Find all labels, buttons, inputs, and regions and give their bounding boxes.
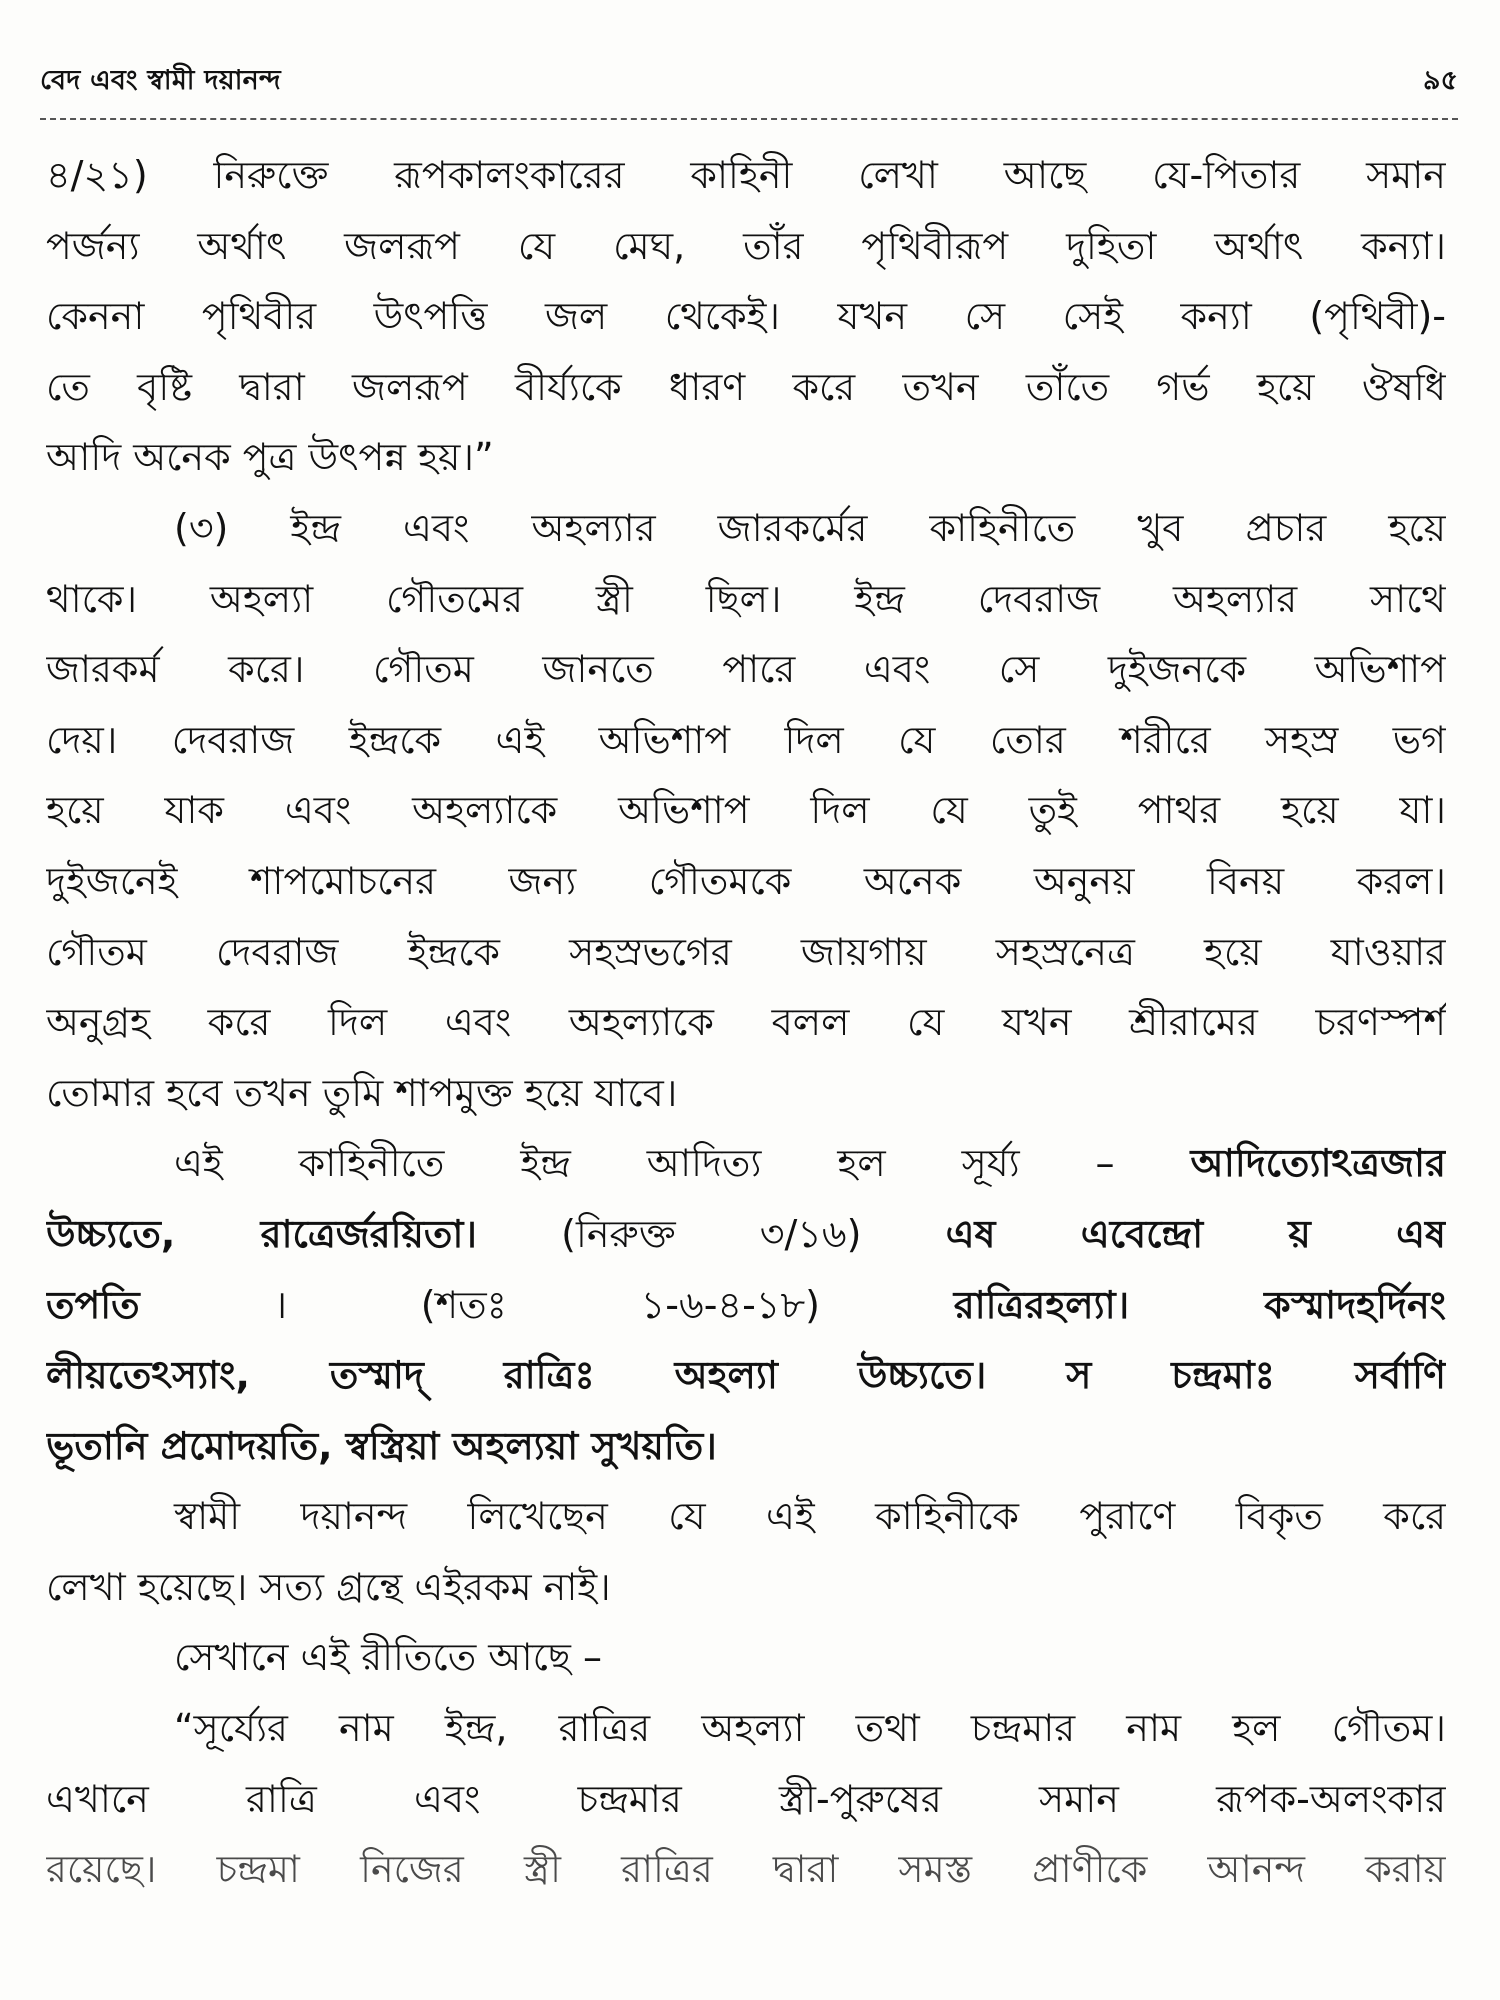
header-divider: [40, 118, 1458, 120]
text-line: হয়ে যাক এবং অহল্যাকে অভিশাপ দিল যে তুই পাথর হয়ে যা।: [46, 788, 1446, 833]
text-line: জারকর্ম করে। গৌতম জানতে পারে এবং সে দুইজনকে অভিশাপ: [46, 647, 1446, 692]
page-number: ৯৫: [1422, 65, 1458, 96]
running-header: [40, 60, 1458, 116]
citation: (নিরুক্ত ৩/১৬): [561, 1211, 862, 1256]
text-line: ৪/২১) নিরুক্তে রূপকালংকারের কাহিনী লেখা আছে যে-পিতার সমান: [46, 153, 1446, 197]
text-line: দুইজনেই শাপমোচনের জন্য গৌতমকে অনেক অনুনয় বিনয় করল।: [46, 858, 1446, 903]
paragraph-start-line: (৩) ইন্দ্র এবং অহল্যার জারকর্মের কাহিনীতে খুব প্রচার হয়ে: [174, 505, 1446, 550]
text-line: দেয়। দেবরাজ ইন্দ্রকে এই অভিশাপ দিল যে তোর শরীরে সহস্র ভগ: [46, 717, 1446, 762]
paragraph-start-line: স্বামী দয়ানন্দ লিখেছেন যে এই কাহিনীকে পুরাণে বিকৃত করে: [174, 1494, 1446, 1539]
running-title: বেদ এবং স্বামী দয়ানন্দ: [40, 65, 281, 96]
text-span: এই কাহিনীতে ইন্দ্র আদিত্য হল সূর্য্য –: [174, 1141, 1115, 1186]
text-line: তে বৃষ্টি দ্বারা জলরূপ বীর্য্যকে ধারণ করে তখন তাঁতে গর্ভ হয়ে ঔষধি: [46, 364, 1446, 409]
paragraph-start-line: [46, 1128, 1446, 1199]
text-line: লেখা হয়েছে। সত্য গ্রন্থে এইরকম নাই।: [46, 1564, 611, 1609]
sanskrit-quote: তপতি: [46, 1282, 140, 1327]
page-body: [46, 140, 1446, 1905]
text-line: থাকে। অহল্যা গৌতমের স্ত্রী ছিল। ইন্দ্র দেবরাজ অহল্যার সাথে: [46, 576, 1446, 621]
paragraph-start-line: “সূর্য্যের নাম ইন্দ্র, রাত্রির অহল্যা তথা চন্দ্রমার নাম হল গৌতম।: [174, 1706, 1446, 1751]
text-line: পর্জন্য অর্থাৎ জলরূপ যে মেঘ, তাঁর পৃথিবীরূপ দুহিতা অর্থাৎ কন্যা।: [46, 223, 1446, 268]
text-line: [46, 1270, 1446, 1341]
paragraph-start-line: সেখানে এই রীতিতে আছে –: [174, 1635, 602, 1680]
sanskrit-quote: আদিত্যোঽত্রজার: [1190, 1141, 1446, 1186]
sanskrit-quote-line: লীয়তেঽস্যাং, তস্মাদ্ রাত্রিঃ অহল্যা উচ্চ্যতে। স চন্দ্রমাঃ সর্বাণি: [46, 1353, 1446, 1398]
text-line: গৌতম দেবরাজ ইন্দ্রকে সহস্রভগের জায়গায় সহস্রনেত্র হয়ে যাওয়ার: [46, 929, 1446, 974]
text-line: এখানে রাত্রি এবং চন্দ্রমার স্ত্রী-পুরুষের সমান রূপক-অলংকার: [46, 1776, 1446, 1821]
sanskrit-quote-line: ভূতানি প্রমোদয়তি, স্বস্ত্রিয়া অহল্যয়া সুখয়তি।: [46, 1423, 717, 1468]
text-line: অনুগ্রহ করে দিল এবং অহল্যাকে বলল যে যখন শ্রীরামের চরণস্পর্শ: [46, 1000, 1446, 1045]
text-line: রয়েছে। চন্দ্রমা নিজের স্ত্রী রাত্রির দ্বারা সমস্ত প্রাণীকে আনন্দ করায়: [46, 1847, 1446, 1892]
sanskrit-quote: এষ এবেন্দ্রো য় এষ: [945, 1211, 1446, 1256]
citation: । (শতঃ ১-৬-৪-১৮): [273, 1282, 820, 1327]
sanskrit-quote: রাত্রিরহল্যা। কস্মাদহর্দিনং: [953, 1282, 1446, 1327]
text-line: [46, 1199, 1446, 1270]
sanskrit-quote: উচ্চ্যতে, রাত্রের্জরয়িতা।: [46, 1211, 478, 1256]
text-line: তোমার হবে তখন তুমি শাপমুক্ত হয়ে যাবে।: [46, 1070, 678, 1115]
text-line: কেননা পৃথিবীর উৎপত্তি জল থেকেই। যখন সে সেই কন্যা (পৃথিবী)-: [46, 294, 1446, 339]
text-line: আদি অনেক পুত্র উৎপন্ন হয়।”: [46, 435, 494, 480]
